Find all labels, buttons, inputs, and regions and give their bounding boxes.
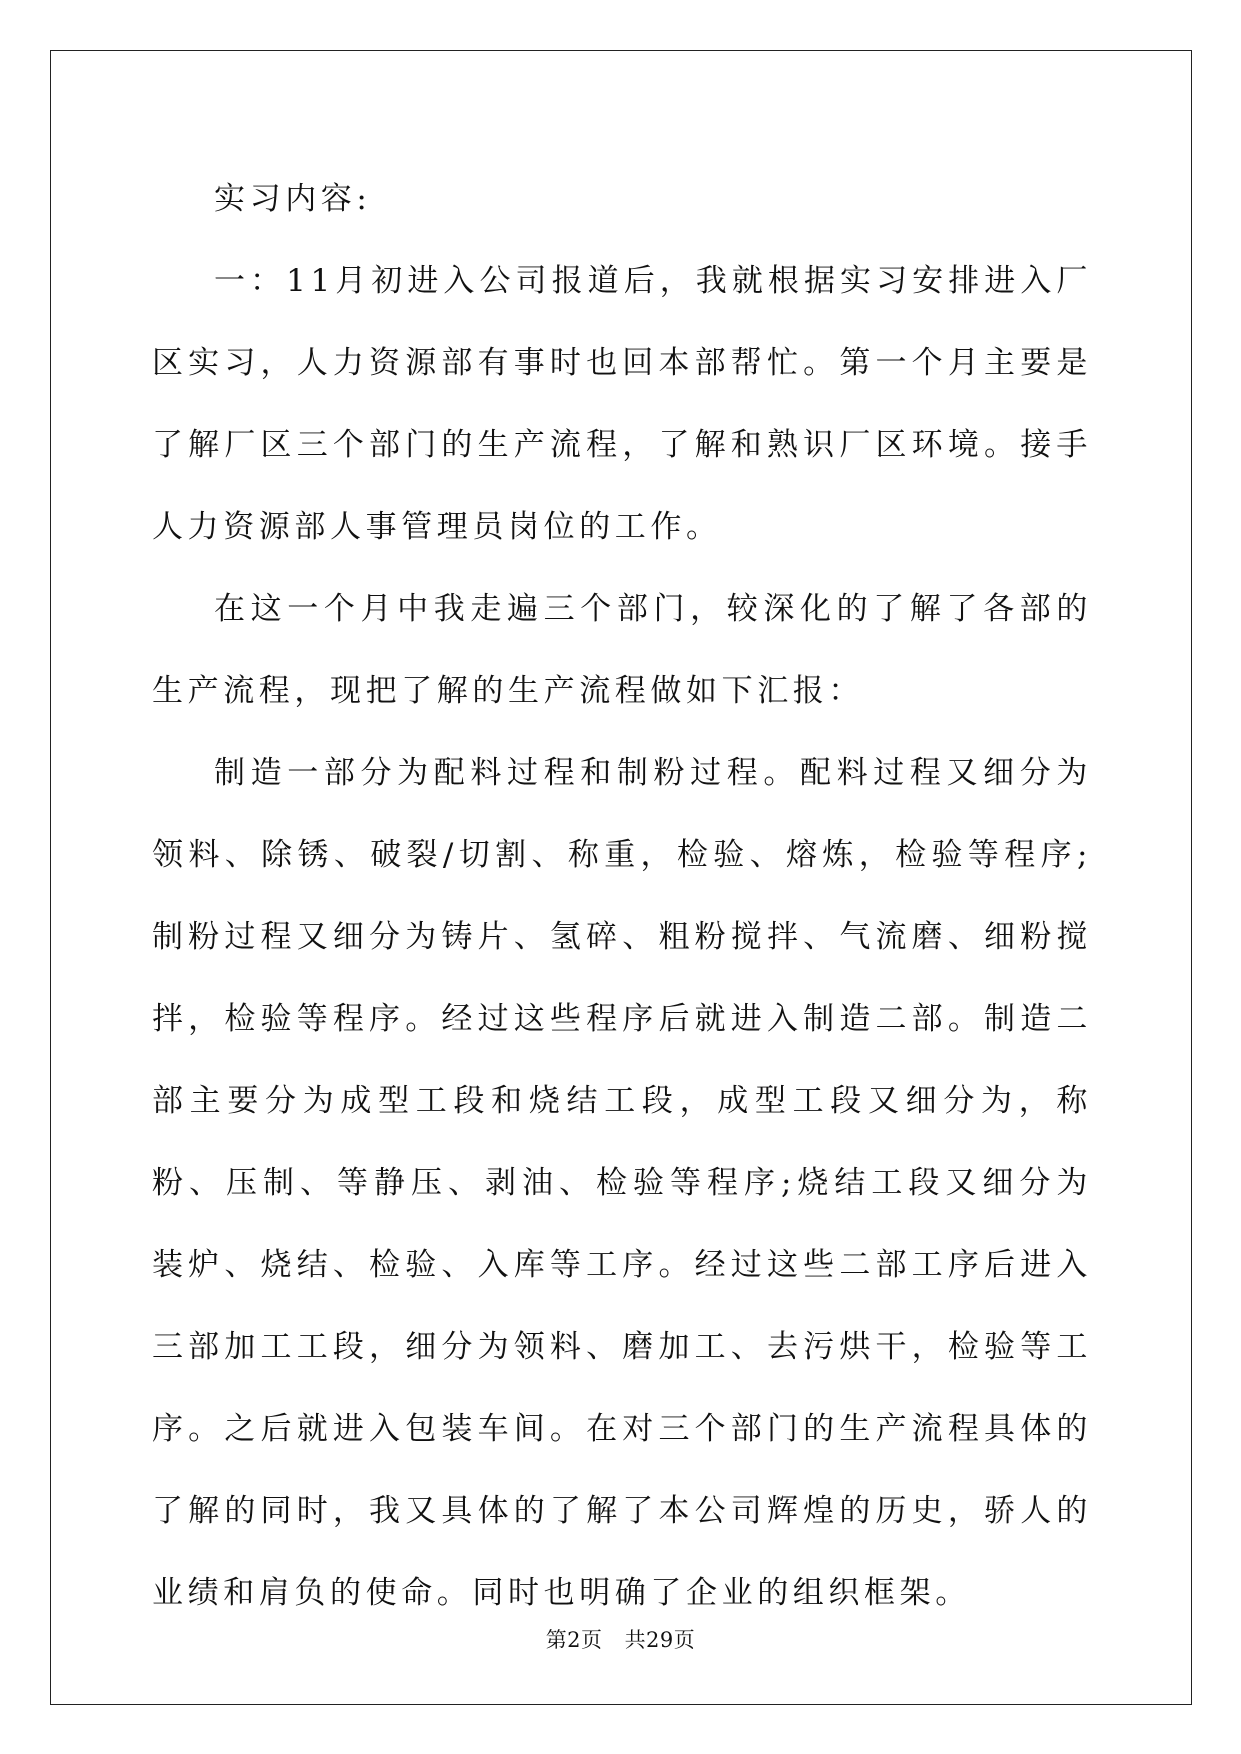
- document-body: [152, 158, 1092, 1634]
- paragraph-1: 一：11月初进入公司报道后，我就根据实习安排进入厂区实习，人力资源部有事时也回本部帮忙。第一个月主要是了解厂区三个部门的生产流程，了解和熟识厂区环境。接手人力资源部人事管理员岗位的工作。: [152, 263, 1092, 545]
- paragraph-2: 在这一个月中我走遍三个部门，较深化的了解了各部的生产流程，现把了解的生产流程做如下汇报：: [152, 591, 1092, 709]
- page-footer: [0, 1624, 1241, 1654]
- page-total: 共29页: [624, 1628, 696, 1652]
- page-number: 第2页: [545, 1628, 603, 1652]
- paragraph-3: 制造一部分为配料过程和制粉过程。配料过程又细分为领料、除锈、破裂/切割、称重，检验、熔炼，检验等程序;制粉过程又细分为铸片、氢碎、粗粉搅拌、气流磨、细粉搅拌，检验等程序。经过这些程序后就进入制造二部。制造二部主要分为成型工段和烧结工段，成型工段又细分为，称粉、压制、等静压、剥油、检验等程序;烧结工段又细分为装炉、烧结、检验、入库等工序。经过这些二部工序后进入三部加工工段，细分为领料、磨加工、去污烘干，检验等工序。之后就进入包装车间。在对三个部门的生产流程具体的了解的同时，我又具体的了解了本公司辉煌的历史，骄人的业绩和肩负的使命。同时也明确了企业的组织框架。: [152, 755, 1092, 1611]
- section-heading: 实习内容:: [214, 181, 372, 217]
